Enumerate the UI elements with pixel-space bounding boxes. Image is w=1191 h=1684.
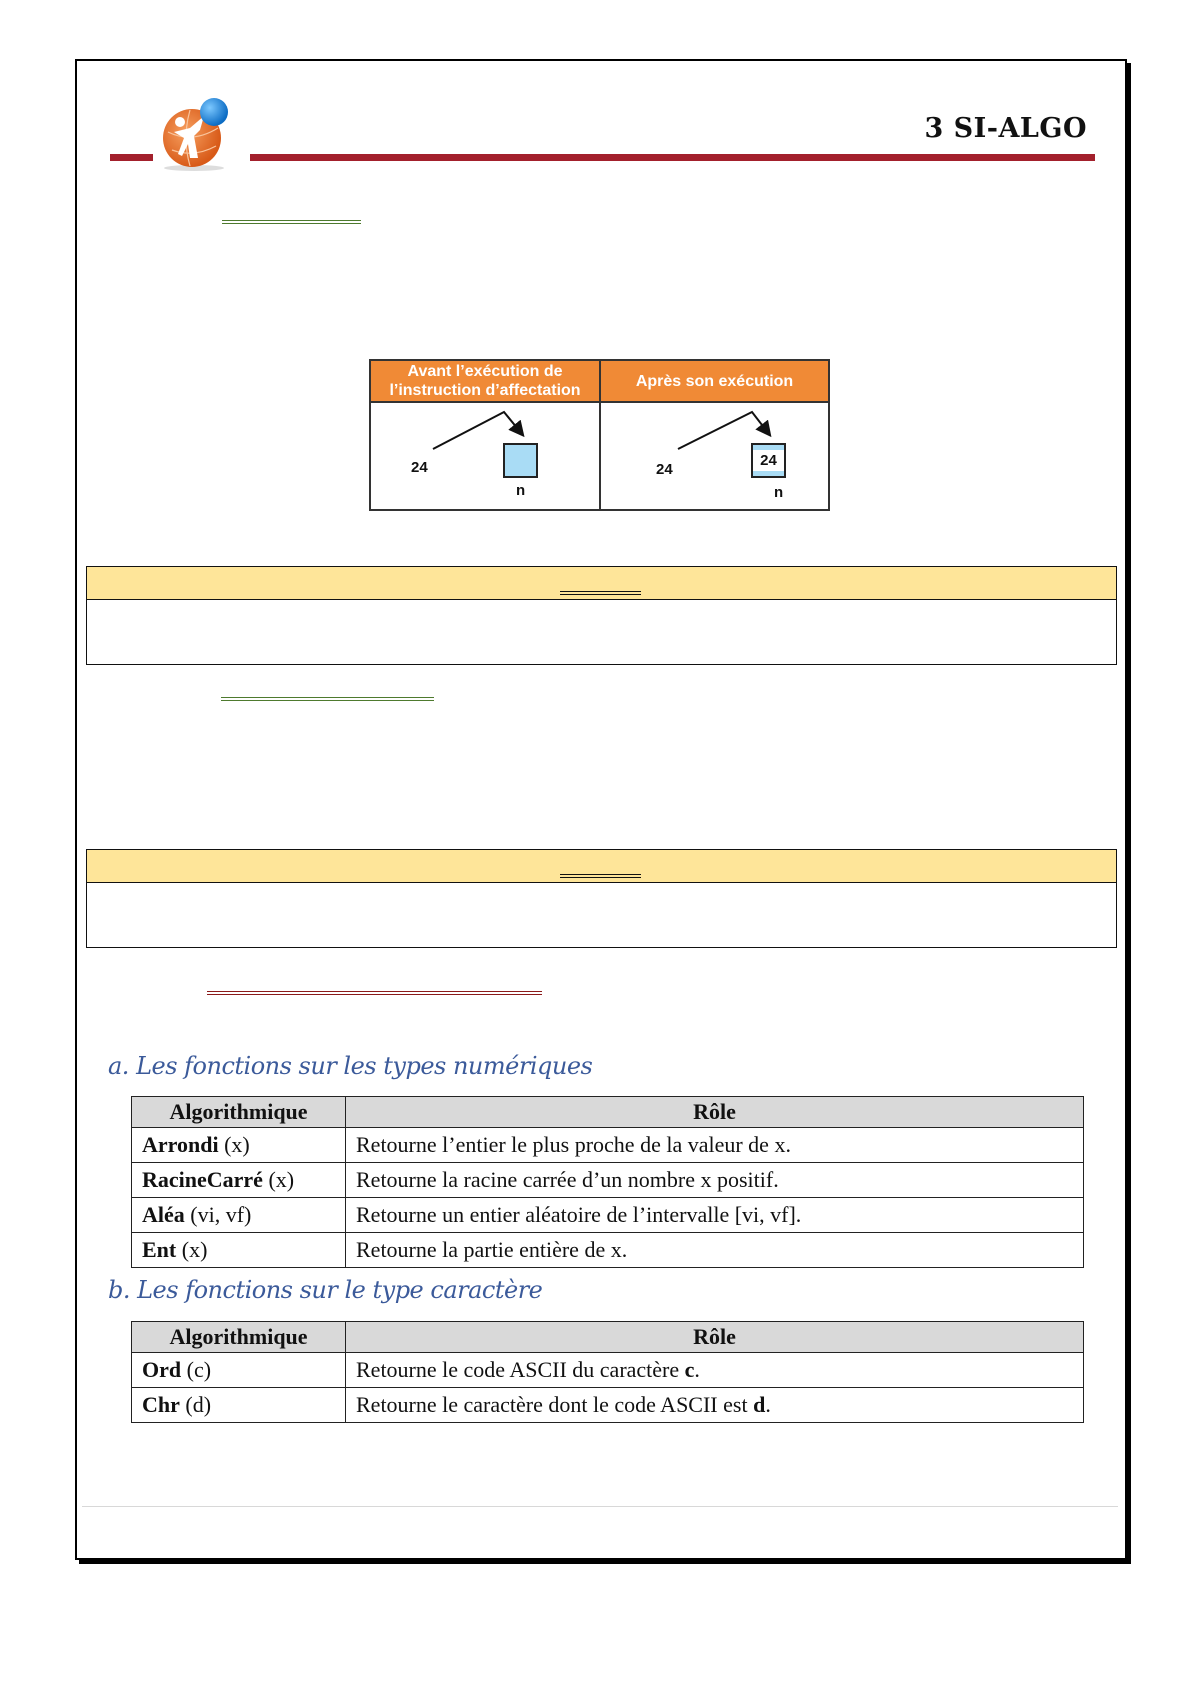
after-value-label: 24 [656,461,673,478]
table-header-row [132,1322,1084,1353]
role-end: . [765,1392,771,1417]
diagram-header-after: Après son exécution [601,361,828,403]
section-heading-underline [221,697,434,701]
table-row [132,1163,1084,1198]
function-name: Chr [142,1392,180,1417]
function-signature [132,1198,346,1233]
header-rule-left [110,154,153,161]
function-args: (c) [181,1357,212,1382]
function-role [346,1353,1084,1388]
document-title: 3 SI-ALGO [924,113,1087,144]
table-row [132,1198,1084,1233]
column-header-role: Rôle [346,1322,1084,1353]
after-variable-name: n [774,484,784,501]
column-header-algorithmique: Algorithmique [132,1097,346,1128]
function-signature [132,1353,346,1388]
assignment-arrow-icons [371,361,828,509]
school-globe-logo-icon [160,92,236,172]
table-header-row [132,1097,1084,1128]
section-a-heading: a. Les fonctions sur les types numériques [108,1052,593,1080]
after-variable-box [751,443,786,478]
role-end: . [694,1357,700,1382]
function-name: Ord [142,1357,182,1382]
role-param: d [753,1392,766,1417]
function-role: Retourne la racine carrée d’un nombre x positif. [346,1163,1084,1198]
before-variable-box [503,443,538,478]
function-name: RacineCarré [142,1167,263,1192]
numeric-functions-table [131,1096,1084,1268]
header-rule-right [250,154,1095,161]
diagram-header-before: Avant l’exécution de l’instruction d’affectation [371,361,601,403]
before-value-label: 24 [411,459,428,476]
function-role: Retourne l’entier le plus proche de la valeur de x. [346,1128,1084,1163]
table-row [132,1388,1084,1423]
before-variable-name: n [516,482,526,499]
function-args: (x) [262,1167,295,1192]
role-text: Retourne le code ASCII du caractère [356,1357,685,1382]
role-text: Retourne le caractère dont le code ASCII est [356,1392,754,1417]
role-param: c [684,1357,695,1382]
function-name: Arrondi [142,1132,219,1157]
function-signature [132,1163,346,1198]
function-signature [132,1128,346,1163]
after-variable-value: 24 [753,450,784,471]
column-header-algorithmique: Algorithmique [132,1322,346,1353]
function-role: Retourne un entier aléatoire de l’intervalle [vi, vf]. [346,1198,1084,1233]
function-name: Aléa [142,1202,185,1227]
function-args: (vi, vf) [184,1202,252,1227]
note-title-underline [560,591,641,595]
table-row [132,1128,1084,1163]
function-args: (x) [218,1132,250,1157]
character-functions-table [131,1321,1084,1423]
function-args: (x) [176,1237,208,1262]
section-heading-underline [207,991,542,995]
note-box-header [87,850,1116,883]
function-role [346,1388,1084,1423]
table-row [132,1233,1084,1268]
section-b-heading: b. Les fonctions sur le type caractère [108,1276,543,1304]
function-name: Ent [142,1237,177,1262]
note-title-underline [560,874,641,878]
assignment-diagram [369,359,830,511]
function-signature [132,1233,346,1268]
function-signature [132,1388,346,1423]
function-role: Retourne la partie entière de x. [346,1233,1084,1268]
note-box-header [87,567,1116,600]
function-args: (d) [179,1392,212,1417]
note-box [86,849,1117,948]
table-row [132,1353,1084,1388]
column-header-role: Rôle [346,1097,1084,1128]
section-heading-underline [222,220,361,224]
note-box [86,566,1117,665]
footer-rule [82,1506,1118,1507]
